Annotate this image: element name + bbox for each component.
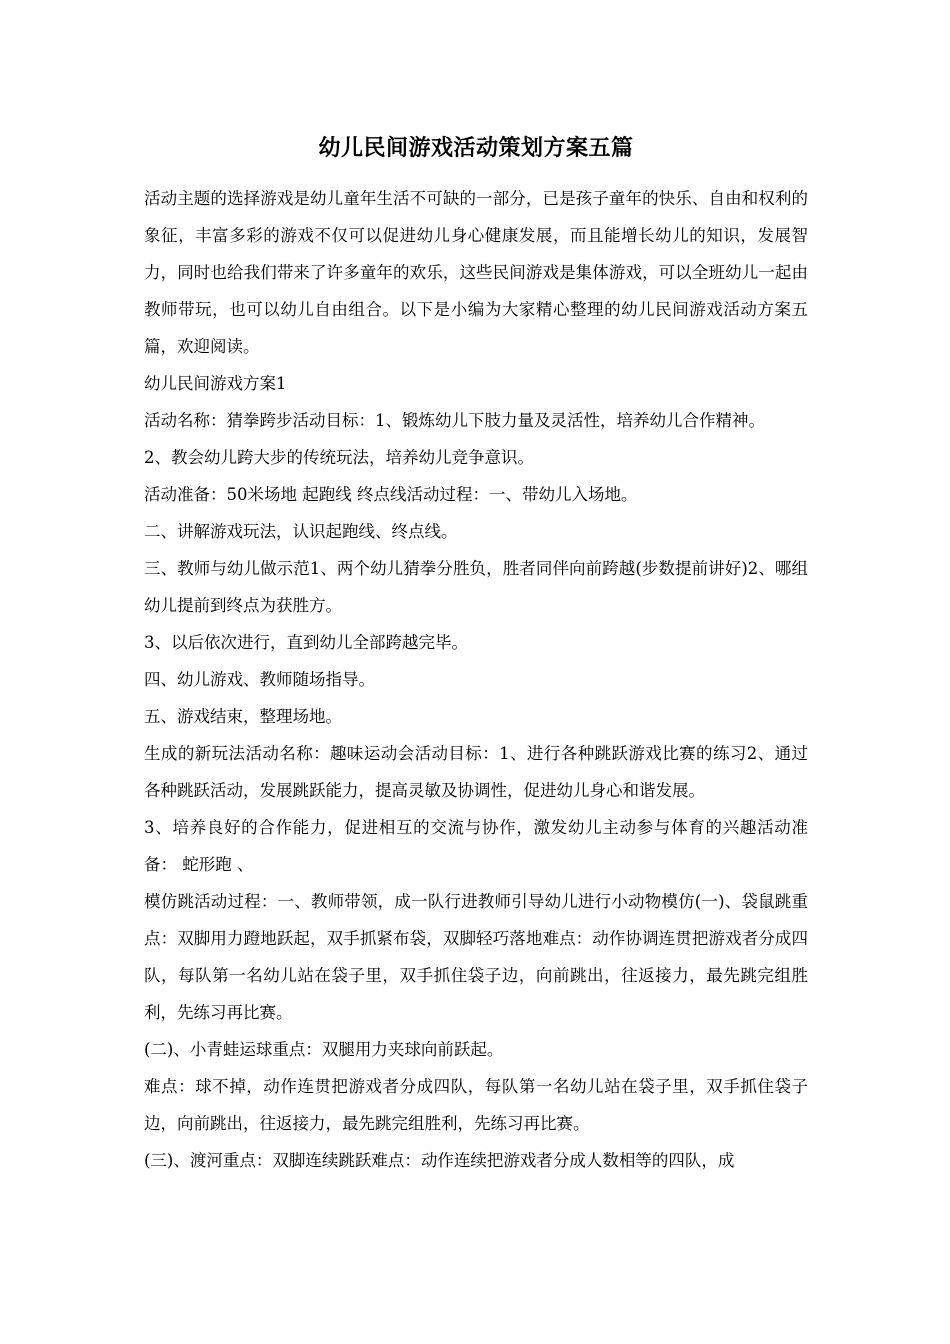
- frog-ball-paragraph: (二)、小青蛙运球重点：双腿用力夹球向前跃起。: [144, 1040, 504, 1059]
- goal-2-paragraph: 2、教会幼儿跨大步的传统玩法，培养幼儿竞争意识。: [144, 448, 534, 467]
- step-3-paragraph: 三、教师与幼儿做示范1、两个幼儿猜拳分胜负，胜者同伴向前跨越(步数提前讲好)2、哪组幼儿提前到终点为获胜方。: [144, 559, 808, 615]
- difficulty-paragraph: 难点：球不掉，动作连贯把游戏者分成四队，每队第一名幼儿站在袋子里，双手抓住袋子边，向前跳出，往返接力，最先跳完组胜利，先练习再比赛。: [144, 1077, 808, 1133]
- preparation-paragraph: 活动准备：50米场地 起跑线 终点线活动过程：一、带幼儿入场地。: [144, 485, 638, 504]
- kangaroo-jump-paragraph: 模仿跳活动过程：一、教师带领，成一队行进教师引导幼儿进行小动物模仿(一)、袋鼠跳重点：双脚用力蹬地跃起，双手抓紧布袋，双脚轻巧落地难点：动作协调连贯把游戏者分成四队，每队第一名幼儿站在袋子里，双手抓住袋子边，向前跳出，往返接力，最先跳完组胜利，先练习再比赛。: [144, 892, 808, 1022]
- cooperation-goal-paragraph: 3、培养良好的合作能力，促进相互的交流与协作，激发幼儿主动参与体育的兴趣活动准备： 蛇形跑 、: [144, 818, 808, 874]
- document-title: 幼儿民间游戏活动策划方案五篇: [318, 135, 634, 161]
- new-game-paragraph: 生成的新玩法活动名称：趣味运动会活动目标：1、进行各种跳跃游戏比赛的练习2、通过各种跳跃活动，发展跳跃能力，提高灵敏及协调性，促进幼儿身心和谐发展。: [144, 744, 808, 800]
- river-crossing-paragraph: (三)、渡河重点：双脚连续跳跃难点：动作连续把游戏者分成人数相等的四队，成: [144, 1151, 735, 1170]
- intro-paragraph: 活动主题的选择游戏是幼儿童年生活不可缺的一部分，已是孩子童年的快乐、自由和权利的象征，丰富多彩的游戏不仅可以促进幼儿身心健康发展，而且能增长幼儿的知识，发展智力，同时也给我们带来了许多童年的欢乐，这些民间游戏是集体游戏，可以全班幼儿一起由教师带玩，也可以幼儿自由组合。以下是小编为大家精心整理的幼儿民间游戏活动方案五篇，欢迎阅读。: [144, 189, 808, 356]
- step-2-paragraph: 二、讲解游戏玩法，认识起跑线、终点线。: [144, 522, 458, 541]
- activity-name-paragraph: 活动名称：猜拳跨步活动目标：1、锻炼幼儿下肢力量及灵活性，培养幼儿合作精神。: [144, 411, 765, 430]
- repeat-paragraph: 3、以后依次进行，直到幼儿全部跨越完毕。: [144, 633, 468, 652]
- section-heading-plan-1: 幼儿民间游戏方案1: [144, 374, 287, 393]
- document-page: [144, 128, 808, 1179]
- step-5-paragraph: 五、游戏结束，整理场地。: [144, 707, 342, 726]
- step-4-paragraph: 四、幼儿游戏、教师随场指导。: [144, 670, 375, 689]
